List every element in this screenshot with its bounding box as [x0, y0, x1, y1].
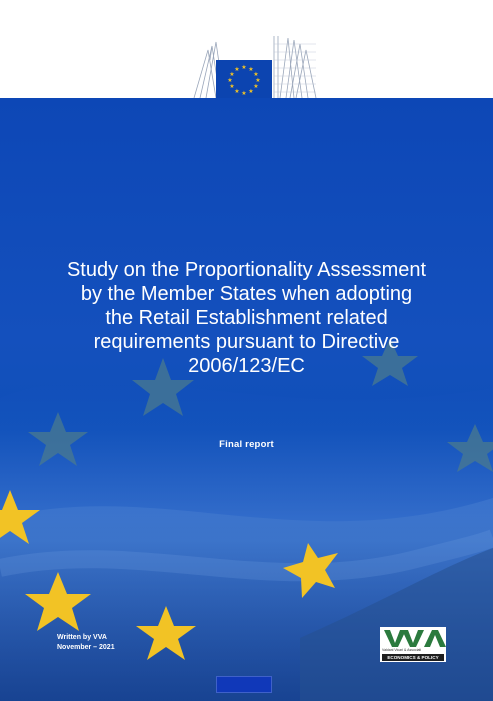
- vva-band: ECONOMICS & POLICY: [382, 654, 444, 661]
- title-line: Study on the Proportionality Assessment: [66, 259, 427, 281]
- svg-text:★: ★: [234, 88, 240, 95]
- report-title: [40, 258, 453, 378]
- title-line: requirements pursuant to Directive: [93, 331, 400, 353]
- vva-tagline: Valdani Vicari & Associati: [382, 648, 422, 652]
- svg-text:★: ★: [248, 66, 254, 73]
- svg-text:★: ★: [241, 64, 247, 71]
- svg-text:★: ★: [241, 90, 247, 97]
- svg-text:★: ★: [229, 71, 235, 78]
- svg-text:★: ★: [253, 83, 259, 90]
- title-line: 2006/123/EC: [188, 355, 305, 377]
- authorship-block: [57, 633, 115, 653]
- svg-text:★: ★: [234, 66, 240, 73]
- catalogue-box: [216, 676, 272, 693]
- svg-text:★: ★: [227, 77, 233, 84]
- svg-text:★: ★: [253, 71, 259, 78]
- report-subtitle: Final report: [219, 439, 274, 450]
- title-line: by the Member States when adopting: [80, 283, 413, 305]
- waving-eu-flag-image: [0, 98, 493, 701]
- svg-text:★: ★: [229, 83, 235, 90]
- eu-flag-icon: [216, 60, 272, 98]
- vva-logo: [380, 627, 446, 662]
- svg-text:★: ★: [255, 77, 261, 84]
- title-line: the Retail Establishment related: [105, 307, 388, 329]
- publication-date: November – 2021: [57, 644, 115, 651]
- written-by: Written by VVA: [57, 634, 107, 641]
- vva-wordmark-icon: [380, 627, 446, 649]
- svg-text:★: ★: [248, 88, 254, 95]
